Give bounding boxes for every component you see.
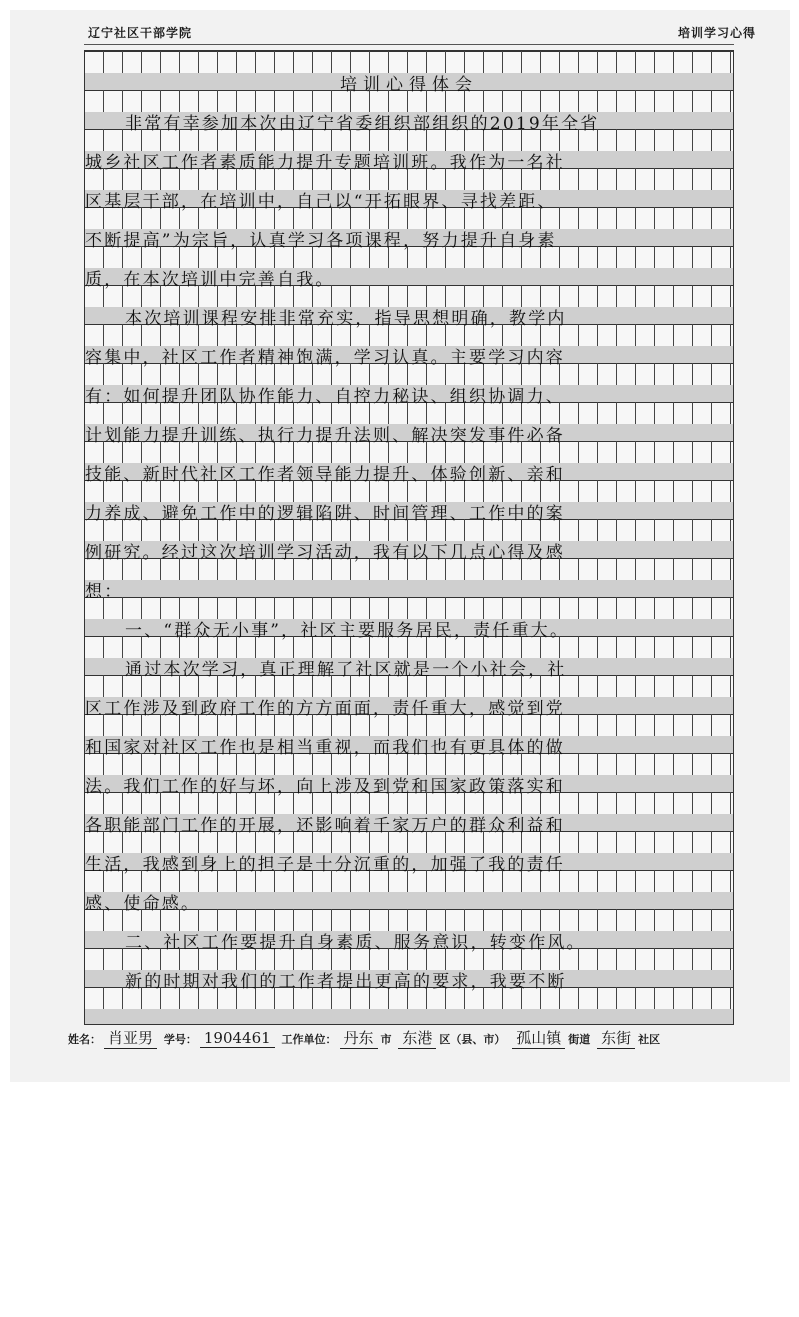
essay-line: 技能、新时代社区工作者领导能力提升、体验创新、亲和 — [85, 465, 565, 485]
name-label: 姓名： — [68, 1033, 101, 1046]
town-value: 孤山镇 — [512, 1027, 565, 1049]
essay-line: 质，在本次培训中完善自我。 — [85, 270, 335, 290]
essay-line: 二、社区工作要提升自身素质、服务意识，转变作风。 — [125, 933, 586, 953]
writing-grid — [84, 50, 734, 1025]
essay-line: 各职能部门工作的开展，还影响着千家万户的群众利益和 — [85, 816, 565, 836]
essay-line: 新的时期对我们的工作者提出更高的要求，我要不断 — [125, 972, 567, 992]
essay-line: 计划能力提升训练、执行力提升法则、解决突发事件必备 — [85, 426, 565, 446]
city-value: 丹东 — [340, 1027, 378, 1049]
essay-line: 一、“群众无小事”，社区主要服务居民，责任重大。 — [125, 621, 570, 641]
essay-line: 法。我们工作的好与坏，向上涉及到党和国家政策落实和 — [85, 777, 565, 797]
district-suffix: 区（县、市） — [439, 1033, 506, 1046]
essay-line: 区基层干部，在培训中，自己以“开拓眼界、寻找差距、 — [85, 192, 557, 212]
header-institution: 辽宁社区干部学院 — [88, 26, 193, 40]
community-suffix: 社区 — [638, 1033, 661, 1046]
essay-title: 培训心得体会 — [340, 75, 478, 95]
header-document-type: 培训学习心得 — [677, 26, 756, 40]
work-unit-label: 工作单位： — [281, 1033, 337, 1046]
street-suffix: 街道 — [568, 1033, 591, 1046]
essay-line: 不断提高”为宗旨，认真学习各项课程，努力提升自身素 — [85, 231, 557, 251]
district-value: 东港 — [398, 1027, 436, 1049]
essay-line: 力养成、避免工作中的逻辑陷阱、时间管理、工作中的案 — [85, 504, 565, 524]
essay-line: 想： — [85, 582, 124, 602]
city-suffix: 市 — [380, 1033, 392, 1046]
essay-line: 和国家对社区工作也是相当重视，而我们也有更具体的做 — [85, 738, 565, 758]
scanned-page — [10, 10, 790, 1082]
student-id-value: 1904461 — [200, 1029, 275, 1048]
essay-line: 感、使命感。 — [85, 894, 201, 914]
community-value: 东街 — [597, 1027, 635, 1049]
essay-line: 有：如何提升团队协作能力、自控力秘诀、组织协调力、 — [85, 387, 565, 407]
essay-line: 区工作涉及到政府工作的方方面面，责任重大，感觉到党 — [85, 699, 565, 719]
essay-line: 本次培训课程安排非常充实，指导思想明确，教学内 — [125, 309, 567, 329]
essay-line: 通过本次学习，真正理解了社区就是一个小社会，社 — [125, 660, 567, 680]
name-value: 肖亚男 — [104, 1027, 157, 1049]
essay-line: 生活，我感到身上的担子是十分沉重的，加强了我的责任 — [85, 855, 565, 875]
student-id-label: 学号： — [163, 1033, 197, 1046]
essay-line: 城乡社区工作者素质能力提升专题培训班。我作为一名社 — [85, 153, 565, 173]
header-divider — [84, 44, 734, 45]
essay-line: 容集中，社区工作者精神饱满，学习认真。主要学习内容 — [85, 348, 565, 368]
footer-info — [68, 1027, 768, 1051]
essay-line: 例研究。经过这次培训学习活动，我有以下几点心得及感 — [85, 543, 565, 563]
essay-line: 非常有幸参加本次由辽宁省委组织部组织的2019年全省 — [125, 114, 600, 134]
